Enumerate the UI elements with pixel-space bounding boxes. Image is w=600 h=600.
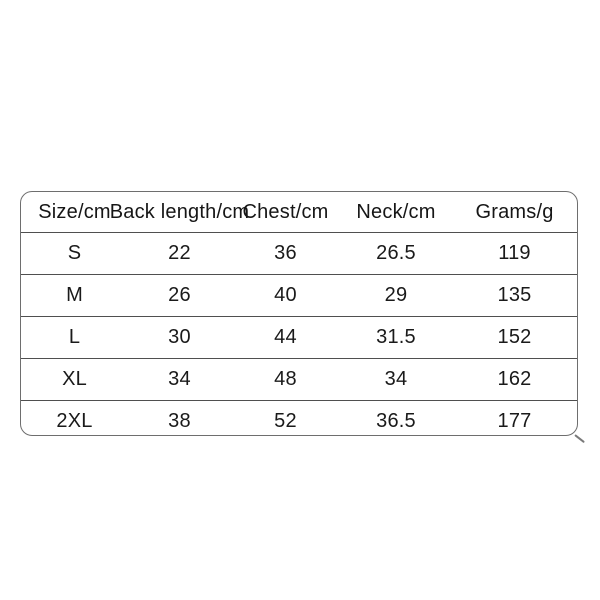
table-cell-chest: 52 <box>274 410 297 432</box>
table-cell-chest: 40 <box>274 284 297 306</box>
table-cell-neck: 26.5 <box>376 242 416 264</box>
column-header-neck: Neck/cm <box>356 200 436 223</box>
table-cell-size: L <box>68 326 81 348</box>
table-row-2xl <box>21 400 577 436</box>
table-row-m <box>21 274 577 316</box>
table-cell-chest: 36 <box>274 242 297 264</box>
table-cell-grams: 135 <box>497 284 532 306</box>
table-cell-grams: 162 <box>497 368 532 390</box>
table-cell-grams: 177 <box>497 410 532 432</box>
hand-drawn-corner-flourish <box>575 434 585 443</box>
column-header-back-length: Back length/cm <box>109 200 250 223</box>
table-header-row <box>21 192 577 232</box>
table-row-xl <box>21 358 577 400</box>
table-cell-neck: 29 <box>384 284 408 306</box>
table-row-s <box>21 232 577 274</box>
size-chart-table <box>20 191 578 436</box>
table-cell-neck: 36.5 <box>376 410 416 432</box>
table-cell-size: M <box>66 284 83 306</box>
table-cell-neck: 34 <box>384 368 408 390</box>
table-cell-back-length: 22 <box>168 242 191 264</box>
table-cell-size: 2XL <box>56 410 93 432</box>
table-cell-back-length: 30 <box>168 326 191 348</box>
table-cell-neck: 31.5 <box>376 326 416 348</box>
table-row-l <box>21 316 577 358</box>
table-cell-grams: 152 <box>497 326 532 348</box>
table-cell-back-length: 38 <box>168 410 191 432</box>
table-cell-back-length: 34 <box>168 368 191 390</box>
table-cell-chest: 44 <box>274 326 297 348</box>
table-cell-size: XL <box>62 368 87 390</box>
table-cell-size: S <box>67 242 82 264</box>
column-header-size: Size/cm <box>38 200 111 223</box>
column-header-chest: Chest/cm <box>242 200 329 223</box>
table-cell-chest: 48 <box>274 368 297 390</box>
table-cell-back-length: 26 <box>168 284 191 306</box>
column-header-grams: Grams/g <box>475 200 554 223</box>
table-cell-grams: 119 <box>498 242 531 264</box>
